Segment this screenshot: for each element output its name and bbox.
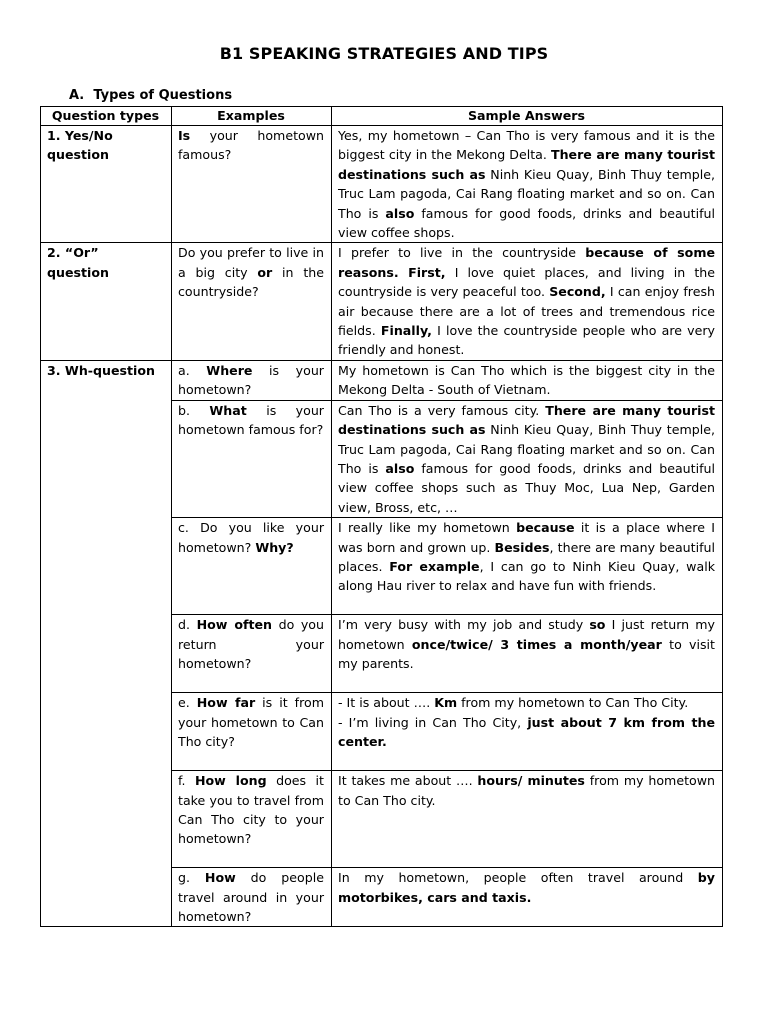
answer-run: - It is about ….: [338, 695, 435, 711]
answer-run: There are many tourist destinations such as: [338, 402, 715, 438]
example-run: Is: [178, 128, 191, 143]
example-run: f.: [178, 773, 195, 789]
table-header-row: [41, 107, 723, 126]
table-row: [41, 126, 723, 243]
example-run: do you return your hometown?: [178, 617, 324, 671]
answer-run: hours/ minutes: [477, 773, 585, 789]
example-cell: [172, 693, 332, 771]
section-marker: A.: [69, 88, 85, 103]
page-title: B1 SPEAKING STRATEGIES AND TIPS: [219, 44, 549, 63]
sample-answer-cell: [332, 693, 723, 771]
example-run: How far: [196, 695, 256, 711]
example-cell: [172, 868, 332, 927]
question-type-cell: 2. “Or” question: [41, 243, 172, 360]
answer-run: For example: [389, 558, 480, 574]
answer-run: , there are many beautiful places.: [338, 539, 715, 574]
answer-run: from my hometown to Can Tho City.: [457, 695, 689, 711]
answer-run: famous for good foods, drinks and beautiful view coffee shops.: [338, 205, 715, 241]
answer-run: I’m very busy with my job and study: [338, 617, 590, 633]
example-cell: [172, 126, 332, 243]
example-run: c. Do you like your hometown?: [178, 520, 324, 555]
example-run: Do you prefer to live in a big city: [178, 245, 324, 280]
sample-answer-cell: [332, 126, 723, 243]
answer-run: famous for good foods, drinks and beautiful view coffee shops such as Thuy Moc, Lua Nep, Garden view, Bross, etc, …: [338, 460, 715, 515]
example-run: does it take you to travel from Can Tho city to your hometown?: [178, 773, 324, 847]
answer-run: also: [385, 205, 415, 221]
answer-run: to visit my parents.: [338, 636, 715, 671]
answer-run: it is a place where I was born and grown up.: [338, 520, 715, 555]
answer-run: It takes me about ….: [338, 773, 478, 789]
example-run: is your hometown?: [178, 362, 324, 398]
example-run: your hometown famous?: [178, 128, 324, 163]
example-run: b.: [178, 402, 210, 418]
answer-run: because: [516, 520, 575, 536]
table-row: [41, 243, 723, 360]
answer-run: , I can go to Ninh Kieu Quay, walk along Hau river to relax and have fun with friends.: [338, 558, 715, 594]
question-types-table: [40, 106, 723, 927]
answer-run: I can enjoy fresh air because there are a lot of trees and tremendous rice fields.: [338, 284, 715, 339]
answer-run: - I’m living in Can Tho City,: [338, 714, 528, 730]
example-run: Where: [206, 362, 253, 378]
sample-answer-cell: [332, 243, 723, 360]
example-run: How often: [196, 617, 273, 633]
sample-answer-cell: [332, 771, 723, 868]
example-cell: [172, 771, 332, 868]
answer-run: just about 7 km from the center.: [338, 714, 715, 749]
example-cell: [172, 360, 332, 400]
question-type-cell: 1. Yes/No question: [41, 126, 172, 243]
sample-answer-cell: [332, 360, 723, 400]
answer-run: Besides: [494, 539, 550, 555]
example-cell: [172, 400, 332, 517]
answer-run: I really like my hometown: [338, 520, 517, 536]
table-row: [41, 360, 723, 400]
answer-run: Ninh Kieu Quay, Binh Thuy temple, Truc Lam pagoda, Cai Rang floating market and so on. Can Tho is: [338, 166, 715, 221]
answer-run: because of some reasons. First,: [338, 245, 715, 280]
answer-run: In my hometown, people often travel around: [338, 870, 698, 886]
answer-run: Finally,: [380, 323, 432, 339]
answer-run: from my hometown to Can Tho city.: [338, 773, 715, 808]
answer-run: I just return my hometown: [338, 617, 716, 652]
answer-run: Ninh Kieu Quay, Binh Thuy temple, Truc Lam pagoda, Cai Rang floating market and so on. Can Tho is: [338, 422, 715, 476]
answer-run: Can Tho is a very famous city.: [338, 402, 546, 418]
example-run: do people travel around in your hometown?: [178, 870, 324, 924]
answer-run: I prefer to live in the countryside: [338, 245, 586, 261]
example-run: What: [209, 402, 247, 418]
example-run: a.: [178, 362, 207, 378]
answer-run: My hometown is Can Tho which is the biggest city in the Mekong Delta - South of Vietnam.: [338, 362, 715, 398]
answer-run: also: [385, 460, 415, 476]
example-run: How: [204, 870, 236, 886]
answer-run: There are many tourist destinations such as: [338, 147, 716, 182]
sample-answer-cell: [332, 518, 723, 615]
example-run: or: [257, 264, 273, 280]
sample-answer-cell: [332, 615, 723, 693]
header-examples: Examples: [172, 107, 332, 126]
example-run: is it from your hometown to Can Tho city?: [178, 695, 324, 749]
question-type-cell: 3. Wh-question: [41, 360, 172, 926]
answer-run: I love the countryside people who are very friendly and honest.: [338, 323, 715, 358]
example-cell: [172, 518, 332, 615]
header-question-types: Question types: [41, 107, 172, 126]
sample-answer-cell: [332, 400, 723, 517]
header-sample-answers: Sample Answers: [332, 107, 723, 126]
example-run: in the countryside?: [178, 264, 324, 300]
answer-run: by motorbikes, cars and taxis.: [338, 870, 715, 905]
answer-run: Km: [434, 695, 458, 711]
answer-run: so: [589, 617, 606, 633]
answer-run: once/twice/ 3 times a month/year: [411, 636, 662, 652]
example-run: How long: [194, 773, 267, 789]
example-cell: [172, 615, 332, 693]
example-run: e.: [178, 695, 197, 711]
example-run: is your hometown famous for?: [178, 402, 324, 438]
example-run: g.: [178, 870, 205, 886]
sample-answer-cell: [332, 868, 723, 927]
example-run: Why?: [255, 539, 294, 555]
answer-run: Yes, my hometown – Can Tho is very famous and it is the biggest city in the Mekong Delta.: [338, 128, 715, 163]
example-cell: [172, 243, 332, 360]
section-heading: [69, 88, 232, 103]
answer-run: Second,: [549, 284, 606, 300]
table-body: [41, 126, 723, 927]
answer-run: I love quiet places, and living in the countryside is very peaceful too.: [338, 264, 715, 300]
section-label: Types of Questions: [93, 88, 233, 103]
example-run: d.: [178, 617, 197, 633]
